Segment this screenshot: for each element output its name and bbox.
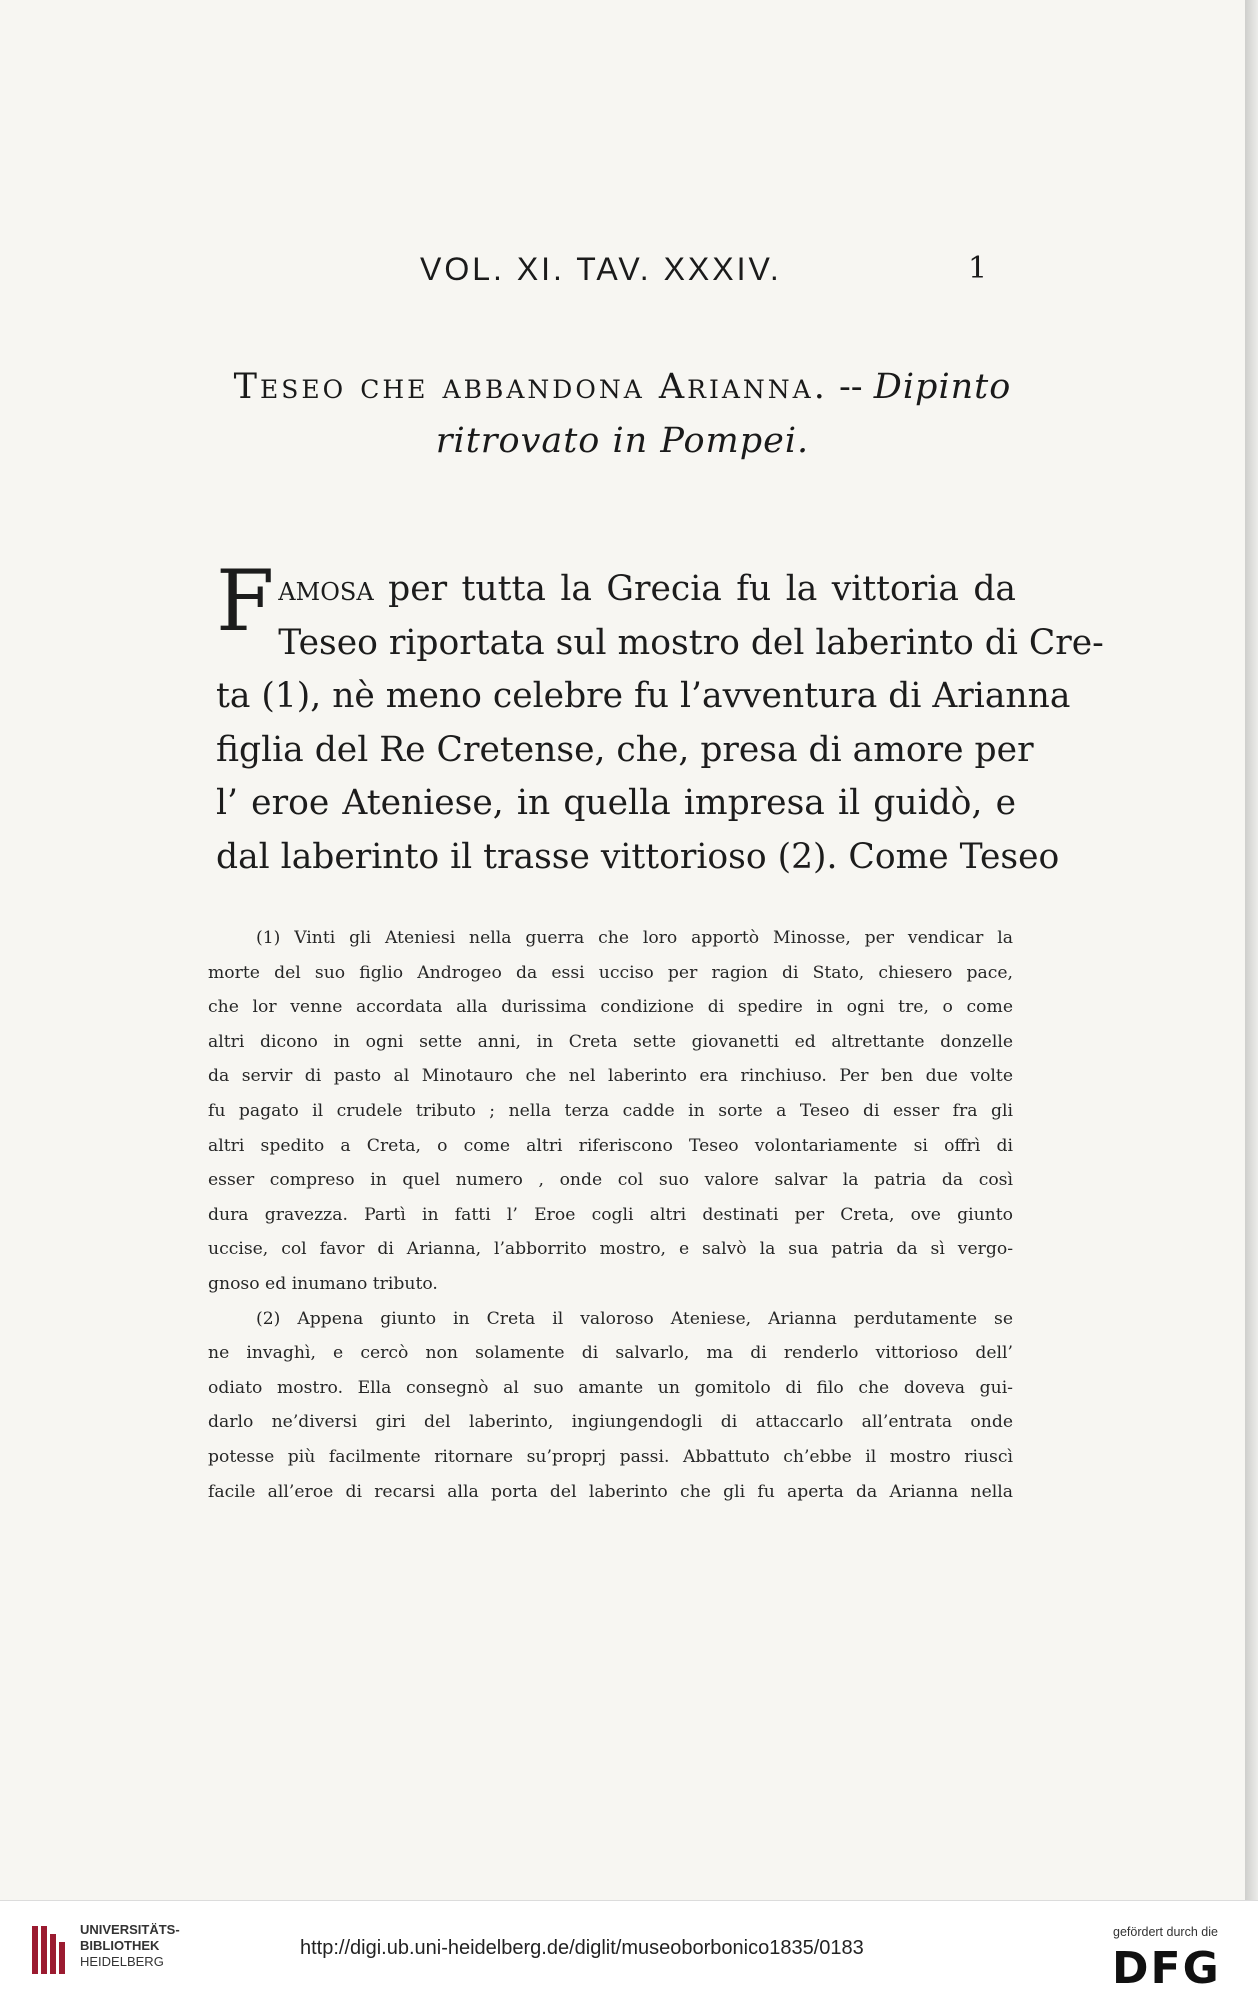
body-line: ta (1), nè meno celebre fu l’avventura di Arianna bbox=[216, 676, 1071, 717]
title-dash: -- bbox=[838, 367, 863, 407]
main-text bbox=[216, 552, 1104, 885]
body-first-word-rest: amosa bbox=[278, 569, 374, 609]
footnote-1-line: (1) Vinti gli Ateniesi nella guerra che loro apportò Minosse, per vendicar la bbox=[256, 928, 1013, 948]
plate-title bbox=[200, 360, 1045, 468]
body-line-1-text: per tutta la Grecia fu la vittoria da bbox=[373, 569, 1016, 609]
body-line: figlia del Re Cretense, che, presa di amore per bbox=[216, 729, 1034, 770]
library-logo-icon[interactable] bbox=[30, 1920, 70, 1980]
footnotes bbox=[208, 921, 1013, 1509]
footnote-1-line: altri spedito a Creta, o come altri riferiscono Teseo volontariamente si offrì di bbox=[208, 1135, 1013, 1156]
footnote-1-line: che lor venne accordata alla durissima condizione di spedire in ogni tre, o come bbox=[208, 997, 1013, 1018]
footnote-2-line: ne invaghì, e cercò non solamente di salvarlo, ma di renderlo vittorioso dell’ bbox=[208, 1343, 1013, 1364]
footnote-1-line: esser compreso in quel numero , onde col suo valore salvar la patria da così bbox=[208, 1170, 1013, 1191]
body-line: Teseo riportata sul mostro del laberinto di Cre- bbox=[278, 622, 1104, 663]
viewer-footer bbox=[0, 1900, 1258, 2002]
body-line: dal laberinto il trasse vittorioso (2). Come Teseo bbox=[216, 836, 1060, 877]
footnote-2-line: darlo ne’diversi giri del laberinto, ingiungendogli di attaccarlo all’entrata onde bbox=[208, 1412, 1013, 1433]
title-italic-1: Dipinto bbox=[873, 367, 1012, 407]
footnote-2-line: odiato mostro. Ella consegnò al suo amante un gomitolo di filo che doveva gui- bbox=[208, 1377, 1013, 1398]
title-italic-2: ritrovato in Pompei. bbox=[435, 421, 810, 461]
footnote-2-line: facile all’eroe di recarsi alla porta del laberinto che gli fu aperta da Arianna nella bbox=[208, 1481, 1013, 1502]
footnote-1-line: da servir di pasto al Minotauro che nel laberinto era rinchiuso. Per ben due volte bbox=[208, 1066, 1013, 1087]
library-name-line: BIBLIOTHEK bbox=[80, 1938, 160, 1953]
page-number: 1 bbox=[968, 251, 988, 286]
volume-plate-heading: VOL. XI. TAV. XXXIV. bbox=[420, 251, 782, 287]
footnote-1-line: gnoso ed inumano tributo. bbox=[208, 1273, 438, 1294]
dfg-logo[interactable]: DFG bbox=[1112, 1943, 1221, 1994]
library-name bbox=[80, 1922, 180, 1970]
page-edge-shadow bbox=[1245, 0, 1258, 1900]
permalink-url[interactable]: http://digi.ub.uni-heidelberg.de/diglit/museoborbonico1835/0183 bbox=[300, 1937, 864, 1959]
body-line: l’ eroe Ateniese, in quella impresa il guidò, e bbox=[216, 783, 1016, 824]
running-head bbox=[0, 251, 1245, 291]
title-smallcaps: Teseo che abbandona Arianna. bbox=[233, 367, 828, 407]
footnote-1-line: altri dicono in ogni sette anni, in Creta sette giovanetti ed altrettante donzelle bbox=[208, 1031, 1013, 1052]
footnote-1-line: dura gravezza. Partì in fatti l’ Eroe cogli altri destinati per Creta, ove giunto bbox=[208, 1204, 1013, 1225]
library-name-line: UNIVERSITÄTS- bbox=[80, 1922, 180, 1937]
drop-cap: F bbox=[216, 552, 275, 650]
footnote-1-line: morte del suo figlio Androgeo da essi ucciso per ragion di Stato, chiesero pace, bbox=[208, 962, 1013, 983]
funder-caption: gefördert durch die bbox=[1113, 1925, 1218, 1939]
footnote-2-line: (2) Appena giunto in Creta il valoroso Ateniese, Arianna perdutamente se bbox=[256, 1308, 1013, 1329]
footnote-1-line: uccise, col favor di Arianna, l’abborrito mostro, e salvò la sua patria da sì vergo- bbox=[208, 1239, 1013, 1260]
library-name-line: HEIDELBERG bbox=[80, 1954, 164, 1969]
footnote-2-line: potesse più facilmente ritornare su’proprj passi. Abbattuto ch’ebbe il mostro riuscì bbox=[208, 1446, 1013, 1467]
title-line-1 bbox=[200, 360, 1045, 414]
footnote-1-line: fu pagato il crudele tributo ; nella terza cadde in sorte a Teseo di esser fra gli bbox=[208, 1100, 1013, 1121]
